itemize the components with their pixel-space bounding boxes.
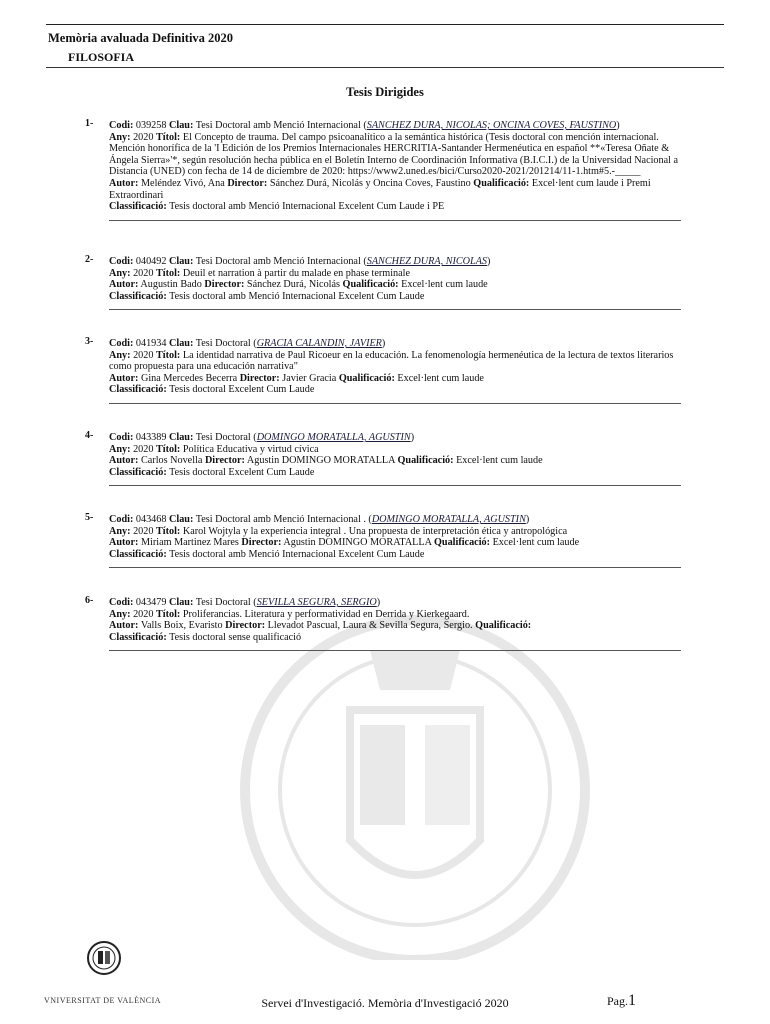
clau-value: Tesi Doctoral amb Menció Internacional: [195, 120, 361, 131]
codi-value: 043468: [135, 514, 167, 525]
classificacio-label: Classificació:: [109, 466, 167, 478]
classificacio-value: Tesis doctoral Excelent Cum Laude: [169, 466, 315, 478]
clau-value: Tesi Doctoral: [195, 338, 251, 349]
page-number: [607, 992, 636, 1010]
clau-label: Clau:: [169, 432, 194, 443]
director-value: Sánchez Durá, Nicolás y Oncina Coves, Faustino: [269, 177, 471, 189]
autor-label: Autor:: [109, 177, 139, 189]
any-label: Any:: [109, 349, 131, 361]
codi-label: Codi:: [109, 514, 134, 525]
section-title: Tesis Dirigides: [346, 85, 424, 99]
entry-separator: [109, 220, 681, 221]
classificacio-label: Classificació:: [109, 290, 167, 302]
autor-label: Autor:: [109, 279, 139, 291]
entry-number: 3-: [85, 336, 94, 347]
clau-value: Tesi Doctoral: [195, 432, 251, 443]
entry-number: 2-: [85, 254, 94, 265]
codi-value: 043479: [135, 597, 167, 608]
any-value: 2020: [133, 608, 154, 620]
directors-link[interactable]: GRACIA CALANDIN, JAVIER: [256, 338, 382, 349]
entry-separator: [109, 567, 681, 568]
classificacio-value: Tesis doctoral amb Menció Internacional Excelent Cum Laude i PE: [169, 201, 445, 213]
any-value: 2020: [133, 443, 154, 455]
titol-label: Títol:: [155, 349, 181, 361]
classificacio-label: Classificació:: [109, 201, 167, 213]
any-label: Any:: [109, 443, 131, 455]
thesis-entry: 6- Codi: 043479 Clau: Tesi Doctoral (SEVILLA SEGURA, SERGIO) Any: 2020 Títol: Proliferancias. Literatura y performatividad en Derrida y Kierkegaard. Autor: Valls Boix, Evaristo Director: Llevadot Pascual, Laura & Sevilla Segura, Sergio. Qualificació: Classificació: Tesis doctoral sense qualificació: [82, 597, 692, 651]
classificacio-label: Classificació:: [109, 548, 167, 560]
entry-number: 4-: [85, 430, 94, 441]
entry-separator: [109, 650, 681, 651]
autor-label: Autor:: [109, 620, 139, 632]
titol-value: Deuil et narration à partir du malade en phase terminale: [182, 267, 411, 279]
codi-label: Codi:: [109, 256, 134, 267]
qualificacio-label: Qualificació:: [473, 177, 530, 189]
thesis-entry: 4- Codi: 043389 Clau: Tesi Doctoral (DOMINGO MORATALLA, AGUSTIN) Any: 2020 Títol: Política Educativa y virtud cívica Autor: Carlos Novella Director: Agustin DOMINGO MORATALLA Qualificació: Excel·lent cum laude Classificació: Tesis doctoral Excelent Cum Laude: [82, 432, 692, 486]
clau-label: Clau:: [169, 597, 194, 608]
titol-label: Títol:: [155, 131, 181, 143]
any-label: Any:: [109, 131, 131, 143]
titol-value: Política Educativa y virtud cívica: [182, 443, 319, 455]
directors-link[interactable]: DOMINGO MORATALLA, AGUSTIN: [256, 432, 411, 443]
autor-value: Gina Mercedes Becerra: [140, 372, 238, 384]
titol-value: Proliferancias. Literatura y performatividad en Derrida y Kierkegaard.: [182, 608, 470, 620]
clau-value: Tesi Doctoral amb Menció Internacional: [195, 256, 361, 267]
classificacio-label: Classificació:: [109, 631, 167, 643]
codi-value: 043389: [135, 432, 167, 443]
codi-label: Codi:: [109, 338, 134, 349]
report-title: Memòria avaluada Definitiva 2020: [48, 31, 234, 45]
codi-label: Codi:: [109, 432, 134, 443]
director-label: Director:: [204, 455, 245, 467]
qualificacio-label: Qualificació:: [338, 372, 395, 384]
autor-label: Autor:: [109, 537, 139, 549]
university-logo: [46, 940, 158, 980]
autor-value: Miriam Martinez Mares: [140, 537, 239, 549]
titol-label: Títol:: [155, 267, 181, 279]
director-label: Director:: [204, 279, 245, 291]
qualificacio-value: Excel·lent cum laude: [401, 279, 488, 291]
autor-value: Augustin Bado: [140, 279, 202, 291]
any-value: 2020: [133, 131, 154, 143]
clau-value: Tesi Doctoral: [195, 597, 251, 608]
directors-link[interactable]: SANCHEZ DURA, NICOLAS; ONCINA COVES, FAUSTINO: [366, 120, 617, 131]
director-value: Javier Gracia: [282, 372, 337, 384]
any-label: Any:: [109, 267, 131, 279]
qualificacio-value: Excel·lent cum laude i Premi Extraordinari: [109, 177, 651, 201]
codi-value: 039258: [135, 120, 167, 131]
codi-value: 041934: [135, 338, 167, 349]
entry-separator: [109, 485, 681, 486]
entry-number: 1-: [85, 118, 94, 129]
director-value: Agustin DOMINGO MORATALLA: [283, 537, 432, 549]
director-label: Director:: [241, 537, 282, 549]
classificacio-value: Tesis doctoral sense qualificació: [169, 631, 302, 643]
classificacio-label: Classificació:: [109, 384, 167, 396]
any-label: Any:: [109, 608, 131, 620]
autor-value: Carlos Novella: [140, 455, 203, 467]
director-label: Director:: [227, 177, 268, 189]
any-label: Any:: [109, 525, 131, 537]
qualificacio-label: Qualificació:: [475, 620, 532, 632]
classificacio-value: Tesis doctoral amb Menció Internacional Excelent Cum Laude: [169, 290, 425, 302]
codi-value: 040492: [135, 256, 167, 267]
autor-value: Meléndez Vivó, Ana: [140, 177, 225, 189]
clau-label: Clau:: [169, 514, 194, 525]
thesis-entry: 2- Codi: 040492 Clau: Tesi Doctoral amb Menció Internacional (SANCHEZ DURA, NICOLAS) Any: 2020 Títol: Deuil et narration à partir du malade en phase terminale Autor: Augustin Bado Director: Sánchez Durá, Nicolás Qualificació: Excel·lent cum laude Classificació: Tesis doctoral amb Menció Internacional Excelent Cum Laude: [82, 256, 692, 310]
university-name: VNIVERSITAT DE VALÈNCIA: [44, 996, 162, 1005]
director-label: Director:: [225, 620, 266, 632]
entry-number: 5-: [85, 512, 94, 523]
qualificacio-value: Excel·lent cum laude: [456, 455, 543, 467]
directors-link[interactable]: SANCHEZ DURA, NICOLAS: [366, 256, 488, 267]
autor-label: Autor:: [109, 372, 139, 384]
clau-label: Clau:: [169, 120, 194, 131]
any-value: 2020: [133, 267, 154, 279]
page-label: Pag.: [607, 994, 628, 1008]
titol-label: Títol:: [155, 608, 181, 620]
autor-label: Autor:: [109, 455, 139, 467]
qualificacio-value: Excel·lent cum laude: [397, 372, 484, 384]
entry-number: 6-: [85, 595, 94, 606]
codi-label: Codi:: [109, 120, 134, 131]
directors-link[interactable]: DOMINGO MORATALLA, AGUSTIN: [371, 514, 526, 525]
classificacio-value: Tesis doctoral Excelent Cum Laude: [169, 384, 315, 396]
thesis-entry: 1- Codi: 039258 Clau: Tesi Doctoral amb Menció Internacional (SANCHEZ DURA, NICOLAS; ONCINA COVES, FAUSTINO) Any: 2020 Títol: El Concepto de trauma. Del campo psicoanalítico a la semántica histórica (Tesis doctoral con mención internacional. Mención honorífica de la 'I Edición de los Premios Internacionales HERCRITIA-Santander Hermenéutica en español **«Teresa Oñate & Ángela Sierra»'*, según resolución hecha pública en el Boletín Interno de Coordinación Informativa (B.I.C.I.) de la Universidad Nacional a Distancia (UNED) con fecha de 14 de diciembre de 2020: https://www2.uned.es/bici/Curso2020-2021/201214/11-1.htm#5.-_____ Autor: Meléndez Vivó, Ana Director: Sánchez Durá, Nicolás y Oncina Coves, Faustino Qualificació: Excel·lent cum laude i Premi Extraordinari Classificació: Tesis doctoral amb Menció Internacional Excelent Cum Laude i PE: [82, 120, 692, 221]
director-label: Director:: [239, 372, 280, 384]
clau-label: Clau:: [169, 338, 194, 349]
thesis-entry: 3- Codi: 041934 Clau: Tesi Doctoral (GRACIA CALANDIN, JAVIER) Any: 2020 Títol: La identidad narrativa de Paul Ricoeur en la educación. La fenomenología hermenéutica de la lectura de textos literarios como propuesta para una educación narrativa" Autor: Gina Mercedes Becerra Director: Javier Gracia Qualificació: Excel·lent cum laude Classificació: Tesis doctoral Excelent Cum Laude: [82, 338, 692, 404]
qualificacio-value: Excel·lent cum laude: [492, 537, 580, 549]
classificacio-value: Tesis doctoral amb Menció Internacional Excelent Cum Laude: [169, 548, 425, 560]
director-value: Llevadot Pascual, Laura & Sevilla Segura, Sergio.: [267, 620, 473, 632]
thesis-entry: 5- Codi: 043468 Clau: Tesi Doctoral amb Menció Internacional . (DOMINGO MORATALLA, AGUSTIN) Any: 2020 Títol: Karol Wojtyla y la experiencia integral . Una propuesta de interpretación ética y antropológica Autor: Miriam Martinez Mares Director: Agustin DOMINGO MORATALLA Qualificació: Excel·lent cum laude Classificació: Tesis doctoral amb Menció Internacional Excelent Cum Laude: [82, 514, 692, 568]
header-underline: [46, 67, 724, 68]
titol-label: Títol:: [155, 525, 181, 537]
directors-link[interactable]: SEVILLA SEGURA, SERGIO: [256, 597, 377, 608]
titol-value: El Concepto de trauma. Del campo psicoanalítico a la semántica histórica (Tesis doctoral con mención internacional. Mención honorífica de la 'I Edición de los Premios Internacionales HERCRITIA-Santander Hermenéutica en español **«Teresa Oñate & Ángela Sierra»'*, según resolución hecha pública en el Boletín Interno de Coordinación Informativa (B.I.C.I.) de la Universidad Nacional a Distancia (UNED) con fecha de 14 de diciembre de 2020: https://www2.uned.es/bici/Curso2020-2021/201214/11-1.htm#5.-_____: [109, 131, 679, 178]
qualificacio-label: Qualificació:: [342, 279, 399, 291]
entry-separator: [109, 403, 681, 404]
entry-separator: [109, 309, 681, 310]
department-name: FILOSOFIA: [68, 50, 135, 64]
clau-label: Clau:: [169, 256, 194, 267]
director-value: Sánchez Durá, Nicolás: [246, 279, 340, 291]
titol-value: La identidad narrativa de Paul Ricoeur en la educación. La fenomenología hermenéutica de la lectura de textos literarios como propuesta para una educación narrativa": [109, 349, 674, 373]
clau-value: Tesi Doctoral amb Menció Internacional .: [195, 514, 366, 525]
autor-value: Valls Boix, Evaristo: [140, 620, 223, 632]
qualificacio-label: Qualificació:: [397, 455, 454, 467]
titol-value: Karol Wojtyla y la experiencia integral . Una propuesta de interpretación ética y antropológica: [182, 525, 568, 537]
qualificacio-label: Qualificació:: [433, 537, 491, 549]
director-value: Agustin DOMINGO MORATALLA: [246, 455, 395, 467]
header-rule: [46, 24, 724, 25]
titol-label: Títol:: [155, 443, 181, 455]
codi-label: Codi:: [109, 597, 134, 608]
page-number-value: 1: [628, 992, 636, 1009]
any-value: 2020: [133, 349, 154, 361]
footer-text: Servei d'Investigació. Memòria d'Investigació 2020: [261, 996, 509, 1010]
any-value: 2020: [133, 525, 154, 537]
